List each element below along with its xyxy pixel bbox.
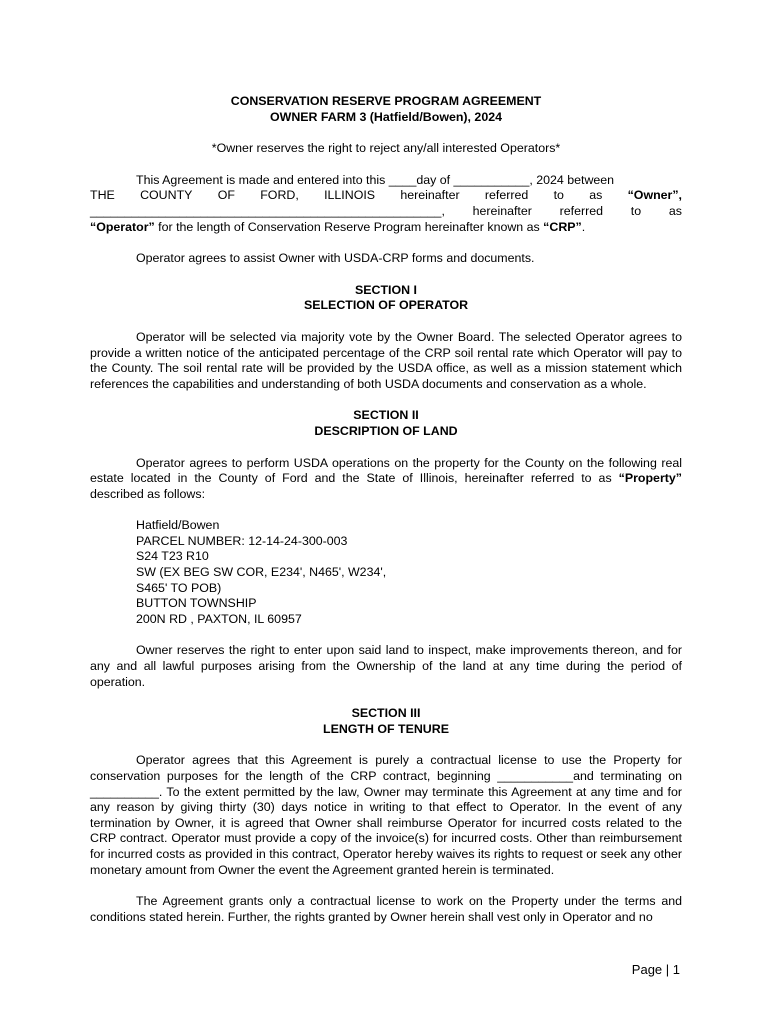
section-1-body: Operator will be selected via majority vote by the Owner Board. The selected Operator agrees to provide a written notice of the anticipated percentage of the CRP soil rental rate which Operator will pay to the County. The soil rental rate will be provided by the USDA office, as well as a mission statement which references the capabilities and understanding of both USDA documents and conservation as a whole.	[90, 329, 682, 391]
intro-line-3	[90, 204, 682, 220]
crp-term: “CRP”	[543, 219, 582, 234]
address-line: SW (EX BEG SW COR, E234', N465', W234',	[136, 565, 387, 580]
intro-word: ILLINOIS	[324, 188, 376, 203]
address-line: 200N RD , PAXTON, IL 60957	[136, 611, 302, 626]
license-paragraph: The Agreement grants only a contractual license to work on the Property under the terms and conditions stated herein. Further, the rights granted by Owner herein shall vest only in Operator and no	[90, 894, 682, 924]
page-number: Page | 1	[631, 962, 680, 977]
address-line: S465' TO POB)	[136, 580, 222, 595]
section-3-title: LENGTH OF TENURE	[323, 721, 449, 736]
section-3-heading: SECTION III	[351, 706, 421, 721]
section-2-heading: SECTION II	[353, 408, 419, 423]
intro-word: OF	[217, 188, 235, 203]
intro-text: for the length of Conservation Reserve Program hereinafter known as	[154, 219, 544, 234]
document-page	[90, 94, 682, 925]
document-subtitle: OWNER FARM 3 (Hatfield/Bowen), 2024	[269, 109, 502, 124]
section-2-title: DESCRIPTION OF LAND	[314, 423, 458, 438]
intro-word: referred	[559, 203, 604, 218]
intro-word: to	[553, 188, 564, 203]
address-line: Hatfield/Bowen	[136, 518, 220, 533]
property-term: “Property”	[618, 471, 682, 486]
address-line: BUTTON TOWNSHIP	[136, 596, 257, 611]
intro-paragraph	[90, 173, 682, 235]
intro-word: THE	[90, 188, 115, 203]
intro-word: hereinafter	[400, 188, 460, 203]
intro-word: hereinafter	[472, 203, 532, 218]
section-2-body	[90, 456, 682, 503]
assist-paragraph: Operator agrees to assist Owner with USDA-CRP forms and documents.	[136, 251, 535, 266]
section-2-text: Operator agrees to perform USDA operations on the property for the County on the following real estate located in the County of Ford and the State of Illinois, hereinafter referred to as	[90, 455, 682, 486]
operator-term: “Operator”	[90, 219, 155, 234]
section-2-text: described as follows:	[90, 486, 206, 501]
intro-word: referred	[484, 188, 529, 203]
property-address	[136, 518, 682, 627]
address-line: PARCEL NUMBER: 12-14-24-300-003	[136, 533, 348, 548]
intro-word: COUNTY	[140, 188, 193, 203]
intro-word: as	[668, 203, 682, 218]
owner-notice: *Owner reserves the right to reject any/all interested Operators*	[211, 141, 561, 156]
document-title: CONSERVATION RESERVE PROGRAM AGREEMENT	[230, 94, 542, 108]
intro-word: to	[630, 203, 642, 218]
section-1-heading: SECTION I	[355, 282, 417, 297]
section-1-title: SELECTION OF OPERATOR	[303, 298, 469, 313]
intro-line-4	[90, 220, 682, 236]
intro-text: .	[581, 219, 586, 234]
owner-term: “Owner”,	[627, 188, 682, 203]
owner-rights-paragraph: Owner reserves the right to enter upon said land to inspect, make improvements thereon, and for any and all lawful purposes arising from the Ownership of the land at any time during the period of operation.	[90, 643, 682, 689]
section-3-body: Operator agrees that this Agreement is purely a contractual license to use the Property for conservation purposes for the length of the CRP contract, beginning ___________and terminating on __________. To the extent permitted by the law, Owner may terminate this Agreement at any time and for any reason by giving thirty (30) days notice in writing to that effect to Operator. In the event of any termination by Owner, it is agreed that Owner shall reimburse Operator for incurred costs related to the CRP contract. Operator must provide a copy of the invoice(s) for incurred costs. Other than reimbursement for incurred costs as provided in this contract, Operator hereby waives its rights to request or seek any other monetary amount from Owner the event the Agreement granted herein is terminated.	[90, 753, 682, 877]
intro-line-2	[90, 188, 682, 204]
intro-word: as	[589, 188, 603, 203]
operator-name-blank: ___________________________________________________,	[90, 203, 445, 218]
intro-word: FORD,	[260, 188, 299, 203]
address-line: S24 T23 R10	[136, 549, 209, 564]
intro-line-1: This Agreement is made and entered into this ____day of ___________, 2024 between	[136, 172, 615, 187]
